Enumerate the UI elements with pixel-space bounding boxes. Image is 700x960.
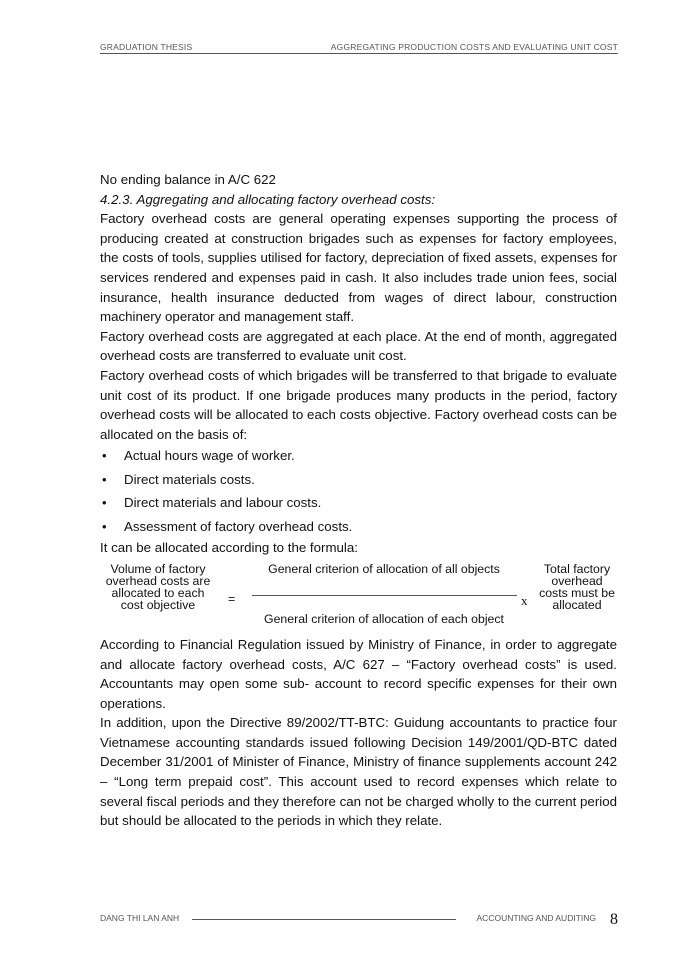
footer-divider xyxy=(192,919,456,920)
paragraph-ending-balance: No ending balance in A/C 622 xyxy=(100,172,276,187)
paragraph-definition: Factory overhead costs are general operating expenses supporting the process of producing created at construction brigades such as expenses for factory employees, the costs of tools, supplies utilised for factory, depreciation of fixed assets, expenses for services rendered and expenses paid in cash. It also includes trade union fees, social insurance, health insurance deducted from wages of direct labour, construction machinery operator and management staff. xyxy=(100,211,617,325)
list-item: • Assessment of factory overhead costs. xyxy=(100,515,617,539)
formula-denominator: General criterion of allocation of each object xyxy=(264,611,504,626)
header-chapter-title: AGGREGATING PRODUCTION COSTS AND EVALUATING UNIT COST xyxy=(330,42,618,52)
bullet-icon: • xyxy=(102,518,107,534)
formula-times: x xyxy=(521,592,528,608)
list-item: • Direct materials and labour costs. xyxy=(100,491,617,515)
formula-numerator: General criterion of allocation of all objects xyxy=(268,561,500,576)
fraction-bar xyxy=(252,595,517,596)
bullet-icon: • xyxy=(102,471,107,487)
header-thesis-label: GRADUATION THESIS xyxy=(100,42,193,52)
page-footer xyxy=(100,913,618,927)
list-item: • Actual hours wage of worker. xyxy=(100,444,617,468)
paragraph-directive: In addition, upon the Directive 89/2002/TT-BTC: Guidung accountants to practice four Vietnamese accounting standards issued following Decision 149/2001/QD-BTC dated December 31/2001 of Minister of Finance, Ministry of finance supplements account 242 – “Long term prepaid cost”. This account used to record expenses which relate to several fiscal periods and they therefore can not be charged wholly to the current period but should be allocated to the periods in which they relate. xyxy=(100,715,617,829)
paragraph-formula-intro: It can be allocated according to the formula: xyxy=(100,540,358,556)
paragraph-allocation-basis: Factory overhead costs of which brigades will be transferred to that brigade to evaluate unit cost of its product. If one brigade produces many products in the period, factory overhead costs will be allocated to each costs objective. Factory overhead costs can be allocated on the basis of: xyxy=(100,367,617,442)
list-item: • Direct materials costs. xyxy=(100,468,617,492)
formula-equals: = xyxy=(228,591,236,606)
allocation-basis-list xyxy=(100,444,617,538)
allocation-formula xyxy=(100,563,617,629)
document-body xyxy=(100,170,617,831)
page-number: 8 xyxy=(610,911,618,928)
bullet-icon: • xyxy=(102,448,107,464)
section-heading: 4.2.3. Aggregating and allocating factory overhead costs: xyxy=(100,191,436,207)
paragraph-aggregation: Factory overhead costs are aggregated at each place. At the end of month, aggregated overhead costs are transferred to evaluate unit cost. xyxy=(100,328,617,364)
footer-author: DANG THI LAN ANH xyxy=(100,913,180,923)
paragraph-financial-regulation: According to Financial Regulation issued by Ministry of Finance, in order to aggregate and allocate factory overhead costs, A/C 627 – “Factory overhead costs” is used. Accountants may open some sub- account to record specific expenses for their own operations. xyxy=(100,636,617,711)
page-header xyxy=(100,40,618,54)
formula-rhs: Total factory overhead costs must be allocated xyxy=(539,561,615,612)
formula-lhs: Volume of factory overhead costs are allocated to each cost objective xyxy=(105,561,211,612)
footer-department: ACCOUNTING AND AUDITING xyxy=(476,913,596,923)
bullet-icon: • xyxy=(102,495,107,511)
